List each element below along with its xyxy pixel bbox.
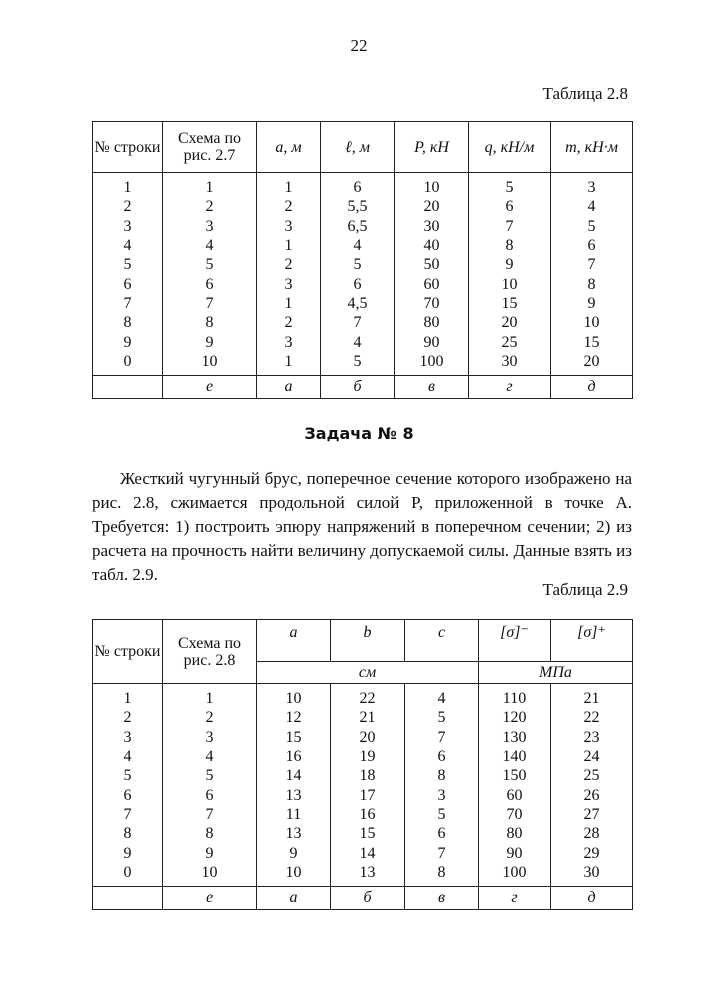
- table-cell: 2: [163, 197, 257, 216]
- table-cell: 60: [395, 274, 469, 293]
- table-cell: 5: [321, 352, 395, 376]
- footer-cell: а: [257, 375, 321, 398]
- table-cell: 4: [163, 236, 257, 255]
- table-cell: 40: [395, 236, 469, 255]
- table-cell: 1: [163, 684, 257, 709]
- table-cell: 7: [93, 805, 163, 824]
- table-cell: 14: [257, 766, 331, 785]
- table-cell: 7: [163, 294, 257, 313]
- table-cell: 6: [163, 274, 257, 293]
- table-cell: 6: [93, 274, 163, 293]
- table-cell: 8: [551, 274, 633, 293]
- header-a: a, м: [257, 122, 321, 173]
- table-cell: 7: [405, 728, 479, 747]
- table-cell: 10: [551, 313, 633, 332]
- table-cell: 27: [551, 805, 633, 824]
- table-cell: 5: [405, 708, 479, 727]
- table-cell: 14: [331, 843, 405, 862]
- table-row: [93, 843, 633, 862]
- header-q: q, кН/м: [469, 122, 551, 173]
- unit-mpa: МПа: [479, 662, 633, 684]
- table-cell: 6: [405, 747, 479, 766]
- table-cell: 80: [395, 313, 469, 332]
- table-cell: 2: [257, 197, 321, 216]
- table-cell: 4: [163, 747, 257, 766]
- table-cell: 4: [321, 332, 395, 351]
- table-cell: 21: [551, 684, 633, 709]
- table-cell: 150: [479, 766, 551, 785]
- table-2-9-body: [93, 684, 633, 887]
- table-cell: 13: [257, 785, 331, 804]
- table-cell: 6,5: [321, 217, 395, 236]
- header-sigma-plus: [σ]⁺: [551, 620, 633, 662]
- table-cell: 20: [395, 197, 469, 216]
- table-cell: 19: [331, 747, 405, 766]
- table-cell: 5: [93, 255, 163, 274]
- table-cell: 8: [405, 766, 479, 785]
- table-cell: 80: [479, 824, 551, 843]
- table-2-8-body: [93, 173, 633, 376]
- header-p: P, кН: [395, 122, 469, 173]
- table-2-8-caption: Таблица 2.8: [542, 84, 628, 103]
- footer-cell: б: [321, 375, 395, 398]
- table-cell: 5: [551, 217, 633, 236]
- page-number: 22: [350, 36, 368, 55]
- table-cell: 2: [93, 197, 163, 216]
- table-cell: 6: [321, 274, 395, 293]
- footer-cell: е: [163, 886, 257, 909]
- table-cell: 1: [257, 352, 321, 376]
- table-cell: 7: [163, 805, 257, 824]
- table-cell: 4: [93, 747, 163, 766]
- table-row: [93, 294, 633, 313]
- table-cell: 3: [163, 217, 257, 236]
- table-cell: 1: [257, 173, 321, 198]
- table-cell: 4: [93, 236, 163, 255]
- table-row: [93, 684, 633, 709]
- footer-cell: [93, 375, 163, 398]
- footer-cell: [93, 886, 163, 909]
- table-cell: 30: [551, 863, 633, 887]
- table-cell: 9: [163, 843, 257, 862]
- table-cell: 15: [551, 332, 633, 351]
- table-cell: 9: [93, 843, 163, 862]
- table-row: [93, 824, 633, 843]
- table-cell: 90: [479, 843, 551, 862]
- table-row: [93, 747, 633, 766]
- table-cell: 10: [163, 863, 257, 887]
- table-cell: 30: [395, 217, 469, 236]
- table-2-8-footer: [93, 375, 633, 398]
- table-cell: 23: [551, 728, 633, 747]
- table-row: [93, 728, 633, 747]
- table-cell: 26: [551, 785, 633, 804]
- table-cell: 140: [479, 747, 551, 766]
- header-l: ℓ, м: [321, 122, 395, 173]
- footer-cell: е: [163, 375, 257, 398]
- table-cell: 16: [257, 747, 331, 766]
- task-title: Задача № 8: [304, 424, 414, 443]
- table-cell: 3: [163, 728, 257, 747]
- footer-cell: г: [469, 375, 551, 398]
- table-cell: 5: [93, 766, 163, 785]
- table-cell: 9: [551, 294, 633, 313]
- table-cell: 1: [93, 173, 163, 198]
- table-row: [93, 173, 633, 198]
- table-row: [93, 217, 633, 236]
- table-cell: 130: [479, 728, 551, 747]
- table-cell: 8: [163, 313, 257, 332]
- table-cell: 8: [405, 863, 479, 887]
- table-cell: 3: [257, 274, 321, 293]
- table-cell: 4: [321, 236, 395, 255]
- table-cell: 1: [163, 173, 257, 198]
- footer-cell: а: [257, 886, 331, 909]
- header-row-number: № строки: [93, 122, 163, 173]
- footer-cell: в: [395, 375, 469, 398]
- table-cell: 13: [257, 824, 331, 843]
- table-cell: 6: [405, 824, 479, 843]
- table-cell: 24: [551, 747, 633, 766]
- table-row: [93, 313, 633, 332]
- table-cell: 1: [93, 684, 163, 709]
- table-cell: 11: [257, 805, 331, 824]
- footer-cell: д: [551, 375, 633, 398]
- table-cell: 6: [163, 785, 257, 804]
- table-cell: 8: [93, 313, 163, 332]
- table-cell: 28: [551, 824, 633, 843]
- table-cell: 60: [479, 785, 551, 804]
- header-b: b: [331, 620, 405, 662]
- table-row: [93, 236, 633, 255]
- header-scheme: Схема по рис. 2.8: [163, 620, 257, 684]
- table-2-9-footer: [93, 886, 633, 909]
- table-cell: 3: [405, 785, 479, 804]
- table-cell: 15: [469, 294, 551, 313]
- table-cell: 16: [331, 805, 405, 824]
- table-cell: 90: [395, 332, 469, 351]
- table-cell: 5: [163, 255, 257, 274]
- table-2-8: [92, 121, 633, 399]
- table-cell: 20: [551, 352, 633, 376]
- table-cell: 120: [479, 708, 551, 727]
- table-row: [93, 708, 633, 727]
- table-cell: 7: [551, 255, 633, 274]
- table-row: [93, 766, 633, 785]
- table-cell: 8: [93, 824, 163, 843]
- footer-cell: б: [331, 886, 405, 909]
- header-c: c: [405, 620, 479, 662]
- table-cell: 5: [469, 173, 551, 198]
- table-cell: 100: [395, 352, 469, 376]
- header-sigma-minus: [σ]⁻: [479, 620, 551, 662]
- table-2-9: [92, 619, 633, 910]
- table-cell: 8: [163, 824, 257, 843]
- table-cell: 15: [331, 824, 405, 843]
- table-cell: 21: [331, 708, 405, 727]
- table-cell: 8: [469, 236, 551, 255]
- table-cell: 7: [321, 313, 395, 332]
- table-cell: 10: [257, 863, 331, 887]
- table-cell: 0: [93, 863, 163, 887]
- table-cell: 70: [395, 294, 469, 313]
- table-cell: 10: [163, 352, 257, 376]
- table-row: [93, 274, 633, 293]
- header-scheme: Схема по рис. 2.7: [163, 122, 257, 173]
- header-a: a: [257, 620, 331, 662]
- table-cell: 2: [257, 255, 321, 274]
- table-row: [93, 332, 633, 351]
- table-cell: 25: [551, 766, 633, 785]
- table-cell: 17: [331, 785, 405, 804]
- table-cell: 3: [257, 217, 321, 236]
- table-cell: 1: [257, 236, 321, 255]
- table-cell: 6: [469, 197, 551, 216]
- table-cell: 10: [257, 684, 331, 709]
- header-row-number: № строки: [93, 620, 163, 684]
- table-cell: 7: [469, 217, 551, 236]
- table-cell: 0: [93, 352, 163, 376]
- footer-cell: д: [551, 886, 633, 909]
- table-cell: 3: [93, 728, 163, 747]
- table-cell: 22: [551, 708, 633, 727]
- table-cell: 50: [395, 255, 469, 274]
- table-cell: 9: [163, 332, 257, 351]
- table-cell: 25: [469, 332, 551, 351]
- table-cell: 3: [93, 217, 163, 236]
- table-cell: 20: [469, 313, 551, 332]
- table-cell: 5: [321, 255, 395, 274]
- table-cell: 3: [551, 173, 633, 198]
- table-cell: 30: [469, 352, 551, 376]
- footer-cell: г: [479, 886, 551, 909]
- task-text: Жесткий чугунный брус, поперечное сечение которого изображено на рис. 2.8, сжимается продольной силой P, приложенной в точке А. Требуется: 1) построить эпюру напряжений в поперечном сечении; 2) из расчета на прочность найти величину допускаемой силы. Данные взять из табл. 2.9.: [92, 469, 632, 584]
- table-cell: 4: [551, 197, 633, 216]
- table-cell: 6: [551, 236, 633, 255]
- table-row: [93, 863, 633, 887]
- table-row: [93, 805, 633, 824]
- header-m: m, кН·м: [551, 122, 633, 173]
- table-cell: 2: [163, 708, 257, 727]
- table-row: [93, 197, 633, 216]
- table-cell: 22: [331, 684, 405, 709]
- table-cell: 10: [469, 274, 551, 293]
- table-cell: 1: [257, 294, 321, 313]
- table-cell: 70: [479, 805, 551, 824]
- table-cell: 13: [331, 863, 405, 887]
- table-cell: 6: [321, 173, 395, 198]
- table-cell: 5,5: [321, 197, 395, 216]
- table-row: [93, 255, 633, 274]
- table-cell: 12: [257, 708, 331, 727]
- unit-cm: см: [257, 662, 479, 684]
- table-cell: 20: [331, 728, 405, 747]
- table-cell: 6: [93, 785, 163, 804]
- table-cell: 15: [257, 728, 331, 747]
- table-cell: 4: [405, 684, 479, 709]
- table-row: [93, 352, 633, 376]
- table-row: [93, 785, 633, 804]
- table-cell: 3: [257, 332, 321, 351]
- table-cell: 110: [479, 684, 551, 709]
- table-cell: 29: [551, 843, 633, 862]
- table-cell: 7: [405, 843, 479, 862]
- table-cell: 18: [331, 766, 405, 785]
- table-cell: 7: [93, 294, 163, 313]
- table-cell: 5: [405, 805, 479, 824]
- table-cell: 9: [93, 332, 163, 351]
- table-cell: 2: [257, 313, 321, 332]
- table-cell: 100: [479, 863, 551, 887]
- table-cell: 5: [163, 766, 257, 785]
- table-2-9-caption: Таблица 2.9: [542, 580, 628, 599]
- table-cell: 4,5: [321, 294, 395, 313]
- table-cell: 9: [469, 255, 551, 274]
- table-cell: 10: [395, 173, 469, 198]
- footer-cell: в: [405, 886, 479, 909]
- table-cell: 2: [93, 708, 163, 727]
- table-cell: 9: [257, 843, 331, 862]
